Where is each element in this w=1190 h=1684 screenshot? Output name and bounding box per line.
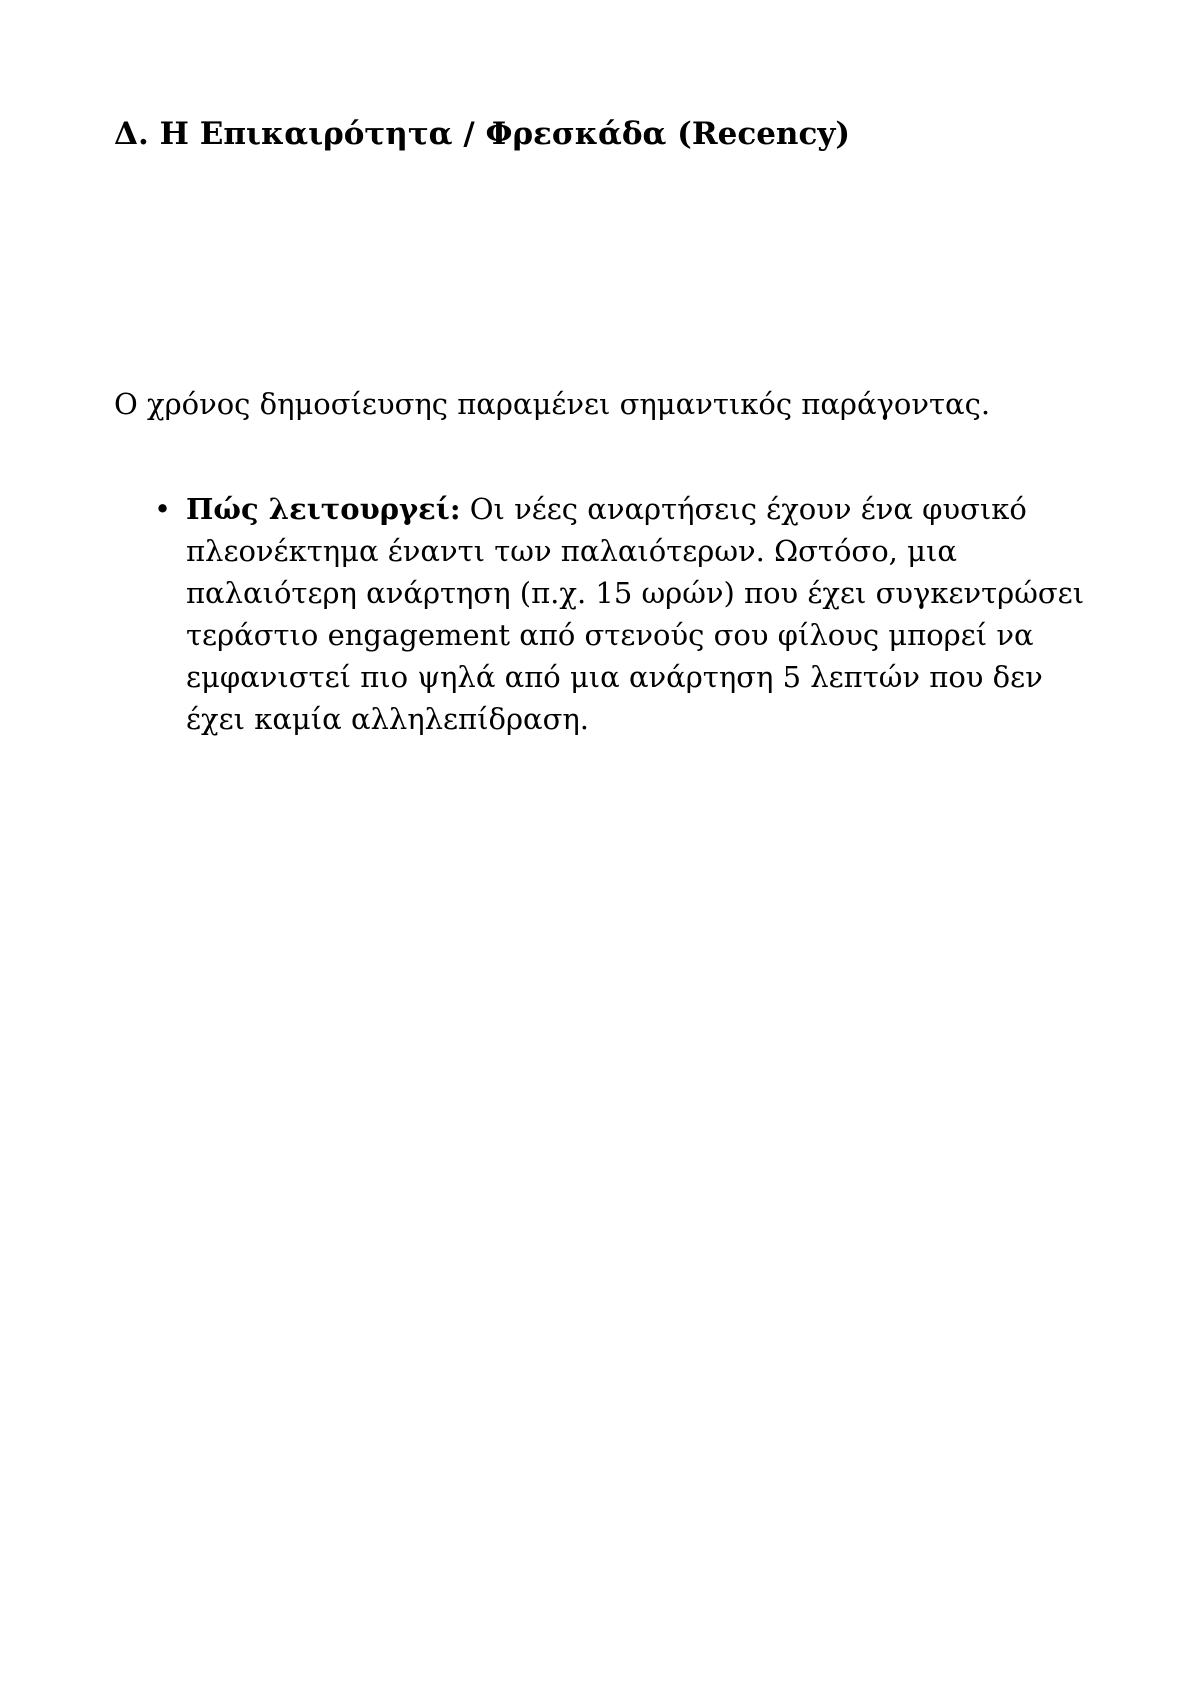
bullet-list xyxy=(114,488,1094,740)
intro-paragraph: Ο χρόνος δημοσίευσης παραμένει σημαντικός παράγοντας. xyxy=(114,387,991,421)
bullet-term: Πώς λειτουργεί: xyxy=(186,492,461,526)
bullet-text: Οι νέες αναρτήσεις έχουν ένα φυσικό πλεονέκτημα έναντι των παλαιότερων. Ωστόσο, μια παλαιότερη ανάρτηση (π.χ. 15 ωρών) που έχει συγκεντρώσει τεράστιο engagement από στενούς σου φίλους μπορεί να εμφανιστεί πιο ψηλά από μια ανάρτηση 5 λεπτών που δεν έχει καμία αλληλεπίδραση. xyxy=(186,492,1085,736)
bullet-marker: • xyxy=(154,492,172,526)
section-heading: Δ. Η Επικαιρότητα / Φρεσκάδα (Recency) xyxy=(114,116,851,152)
bullet-item xyxy=(114,488,1094,740)
